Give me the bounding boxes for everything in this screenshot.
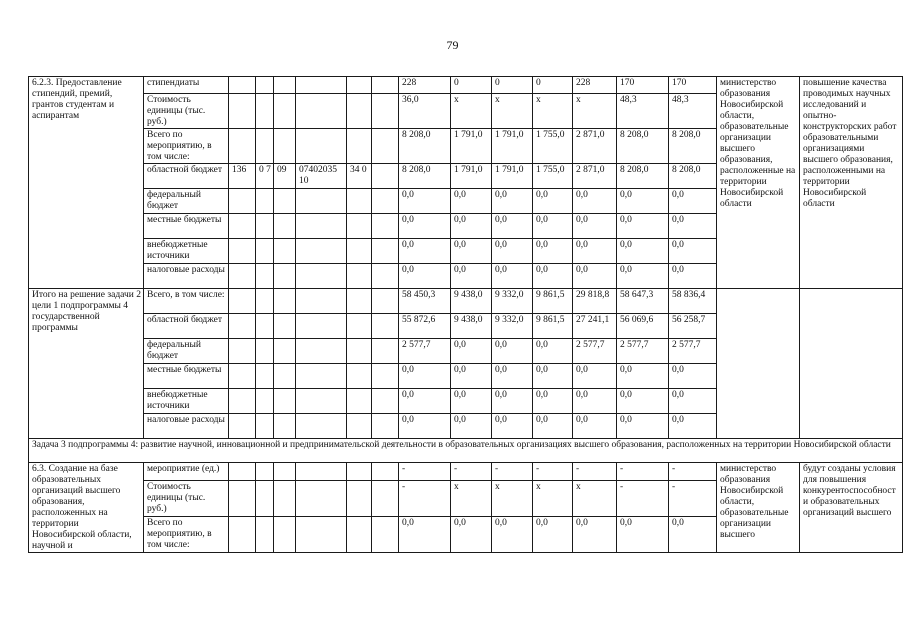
result-cell [800, 289, 903, 439]
empty-cell [347, 414, 372, 439]
value-cell: х [492, 480, 533, 516]
empty-cell [229, 314, 256, 339]
row-label: федеральный бюджет [144, 189, 229, 214]
code-cell [256, 264, 274, 289]
value-cell: 0,0 [533, 414, 573, 439]
value-cell: 0,0 [669, 239, 717, 264]
code-cell [274, 129, 296, 164]
value-cell: 228 [399, 77, 451, 94]
budget-table [28, 76, 903, 553]
table-row [29, 463, 903, 481]
code-cell [256, 77, 274, 94]
empty-cell [372, 480, 399, 516]
empty-cell [372, 189, 399, 214]
executor-cell: министерство образования Новосибирской области, образовательные организации высшего [717, 463, 800, 553]
value-cell: 0,0 [617, 189, 669, 214]
empty-cell [274, 289, 296, 314]
value-cell: 8 208,0 [399, 129, 451, 164]
empty-cell [372, 94, 399, 129]
value-cell: 2 577,7 [617, 339, 669, 364]
value-cell: 9 332,0 [492, 289, 533, 314]
value-cell: 0,0 [451, 414, 492, 439]
empty-cell [347, 289, 372, 314]
value-cell: 0,0 [669, 364, 717, 389]
empty-cell [372, 314, 399, 339]
value-cell: - [399, 463, 451, 481]
value-cell: - [399, 480, 451, 516]
executor-cell [717, 289, 800, 439]
empty-cell [274, 364, 296, 389]
value-cell: х [573, 94, 617, 129]
code-cell: 0 7 [256, 164, 274, 189]
empty-cell [347, 389, 372, 414]
value-cell: 0,0 [492, 389, 533, 414]
task-heading: Задача 3 подпрограммы 4: развитие научной, инновационной и предпринимательской деятельности в образовательных организациях высшего образования, расположенных на территории Новосибирской области [29, 439, 903, 463]
code-cell [296, 77, 347, 94]
value-cell: 0,0 [617, 516, 669, 552]
empty-cell [296, 516, 347, 552]
empty-cell [256, 463, 274, 481]
value-cell: 0,0 [492, 339, 533, 364]
value-cell: 1 791,0 [492, 164, 533, 189]
value-cell: 58 836,4 [669, 289, 717, 314]
value-cell: 0,0 [669, 189, 717, 214]
value-cell: 9 438,0 [451, 314, 492, 339]
value-cell: 48,3 [617, 94, 669, 129]
value-cell: 0,0 [533, 339, 573, 364]
value-cell: 0,0 [399, 264, 451, 289]
row-label: местные бюджеты [144, 214, 229, 239]
empty-cell [256, 389, 274, 414]
value-cell: 0,0 [492, 516, 533, 552]
value-cell: 0,0 [399, 389, 451, 414]
value-cell: 0,0 [492, 264, 533, 289]
code-cell [274, 77, 296, 94]
code-cell [296, 264, 347, 289]
row-label: Всего по мероприятию, в том числе: [144, 129, 229, 164]
empty-cell [229, 516, 256, 552]
empty-cell [274, 480, 296, 516]
value-cell: - [617, 463, 669, 481]
value-cell: 8 208,0 [399, 164, 451, 189]
code-cell [229, 264, 256, 289]
empty-cell [372, 516, 399, 552]
value-cell: 0,0 [573, 389, 617, 414]
value-cell: 0,0 [492, 214, 533, 239]
value-cell: 0,0 [617, 239, 669, 264]
value-cell: 0,0 [533, 239, 573, 264]
empty-cell [296, 389, 347, 414]
code-cell [229, 189, 256, 214]
row-label: Всего, в том числе: [144, 289, 229, 314]
value-cell: х [533, 480, 573, 516]
empty-cell [256, 516, 274, 552]
empty-cell [274, 389, 296, 414]
row-label: стипендиаты [144, 77, 229, 94]
value-cell: 58 647,3 [617, 289, 669, 314]
value-cell: - [669, 463, 717, 481]
value-cell: 55 872,6 [399, 314, 451, 339]
value-cell: 8 208,0 [617, 129, 669, 164]
code-cell [274, 189, 296, 214]
code-cell [296, 189, 347, 214]
value-cell: 1 755,0 [533, 164, 573, 189]
row-label: внебюджетные источники [144, 389, 229, 414]
empty-cell [256, 289, 274, 314]
empty-cell [372, 77, 399, 94]
value-cell: х [573, 480, 617, 516]
value-cell: 0,0 [399, 414, 451, 439]
value-cell: 170 [617, 77, 669, 94]
code-cell: 136 [229, 164, 256, 189]
empty-cell [256, 314, 274, 339]
value-cell: 0,0 [492, 239, 533, 264]
value-cell: 0,0 [573, 189, 617, 214]
empty-cell [296, 314, 347, 339]
value-cell: 2 871,0 [573, 164, 617, 189]
empty-cell [296, 339, 347, 364]
empty-cell [372, 239, 399, 264]
empty-cell [372, 339, 399, 364]
value-cell: х [451, 480, 492, 516]
executor-cell: министерство образования Новосибирской области, образовательные организации высшего образования, расположенные на территории Новосибирской области [717, 77, 800, 289]
code-cell [256, 239, 274, 264]
value-cell: 170 [669, 77, 717, 94]
empty-cell [229, 480, 256, 516]
activity-cell: Итого на решение задачи 2 цели 1 подпрограммы 4 государственной программы [29, 289, 144, 439]
value-cell: 0,0 [617, 389, 669, 414]
value-cell: 0,0 [669, 414, 717, 439]
empty-cell [256, 339, 274, 364]
empty-cell [296, 463, 347, 481]
empty-cell [274, 414, 296, 439]
empty-cell [372, 463, 399, 481]
value-cell: 0,0 [573, 414, 617, 439]
empty-cell [229, 389, 256, 414]
row-label: налоговые расходы [144, 264, 229, 289]
empty-cell [372, 129, 399, 164]
empty-cell [256, 364, 274, 389]
value-cell: 0,0 [573, 364, 617, 389]
code-cell: 09 [274, 164, 296, 189]
value-cell: 0,0 [451, 389, 492, 414]
value-cell: 0,0 [669, 516, 717, 552]
empty-cell [274, 339, 296, 364]
value-cell: 0,0 [399, 214, 451, 239]
value-cell: 0,0 [399, 189, 451, 214]
activity-cell: 6.2.3. Предоставление стипендий, премий, грантов студентам и аспирантам [29, 77, 144, 289]
empty-cell [229, 463, 256, 481]
value-cell: 2 577,7 [399, 339, 451, 364]
value-cell: 0,0 [451, 364, 492, 389]
code-cell [256, 129, 274, 164]
code-cell [274, 94, 296, 129]
row-label: федеральный бюджет [144, 339, 229, 364]
code-cell [256, 189, 274, 214]
value-cell: 0,0 [669, 264, 717, 289]
value-cell: 0,0 [617, 414, 669, 439]
value-cell: 0,0 [399, 516, 451, 552]
empty-cell [372, 364, 399, 389]
task-heading-row [29, 439, 903, 463]
value-cell: 0,0 [492, 414, 533, 439]
empty-cell [229, 364, 256, 389]
value-cell: 2 871,0 [573, 129, 617, 164]
empty-cell [372, 414, 399, 439]
row-label: Стоимость единицы (тыс. руб.) [144, 94, 229, 129]
value-cell: 0,0 [573, 214, 617, 239]
value-cell: 0,0 [451, 189, 492, 214]
code-cell [229, 239, 256, 264]
empty-cell [347, 516, 372, 552]
value-cell: 0 [492, 77, 533, 94]
table-row [29, 77, 903, 94]
value-cell: 0,0 [399, 364, 451, 389]
code-cell [347, 129, 372, 164]
value-cell: 9 861,5 [533, 314, 573, 339]
code-cell [347, 77, 372, 94]
empty-cell [372, 264, 399, 289]
empty-cell [347, 364, 372, 389]
row-label: мероприятие (ед.) [144, 463, 229, 481]
value-cell: 1 791,0 [492, 129, 533, 164]
value-cell: 0,0 [533, 214, 573, 239]
code-cell [256, 214, 274, 239]
value-cell: 0,0 [617, 264, 669, 289]
value-cell: 29 818,8 [573, 289, 617, 314]
code-cell [274, 264, 296, 289]
value-cell: 0,0 [533, 264, 573, 289]
empty-cell [347, 480, 372, 516]
value-cell: 0,0 [533, 516, 573, 552]
activity-cell: 6.3. Создание на базе образовательных организаций высшего образования, расположенных на территории Новосибирской области, научной и [29, 463, 144, 553]
code-cell [296, 94, 347, 129]
value-cell: - [617, 480, 669, 516]
code-cell [229, 129, 256, 164]
empty-cell [274, 314, 296, 339]
value-cell: 0,0 [617, 364, 669, 389]
value-cell: 0,0 [533, 189, 573, 214]
empty-cell [372, 214, 399, 239]
empty-cell [372, 289, 399, 314]
row-label: местные бюджеты [144, 364, 229, 389]
value-cell: 1 791,0 [451, 164, 492, 189]
empty-cell [229, 414, 256, 439]
code-cell [229, 77, 256, 94]
code-cell [347, 189, 372, 214]
empty-cell [347, 463, 372, 481]
value-cell: 0,0 [451, 516, 492, 552]
row-label: Стоимость единицы (тыс. руб.) [144, 480, 229, 516]
empty-cell [347, 339, 372, 364]
value-cell: 9 438,0 [451, 289, 492, 314]
code-cell: 34 0 [347, 164, 372, 189]
code-cell [347, 239, 372, 264]
value-cell: 0,0 [573, 239, 617, 264]
code-cell [347, 264, 372, 289]
value-cell: 0,0 [669, 214, 717, 239]
value-cell: 58 450,3 [399, 289, 451, 314]
value-cell: 0,0 [573, 516, 617, 552]
value-cell: 27 241,1 [573, 314, 617, 339]
value-cell: 8 208,0 [669, 164, 717, 189]
result-cell: повышение качества проводимых научных исследований и опытно-конструкторских работ образовательными организациями высшего образования, расположенными на территории Новосибирской области [800, 77, 903, 289]
value-cell: 0,0 [533, 364, 573, 389]
empty-cell [256, 414, 274, 439]
value-cell: 36,0 [399, 94, 451, 129]
value-cell: 8 208,0 [617, 164, 669, 189]
empty-cell [372, 389, 399, 414]
value-cell: 9 861,5 [533, 289, 573, 314]
code-cell [347, 94, 372, 129]
value-cell: 9 332,0 [492, 314, 533, 339]
empty-cell [274, 463, 296, 481]
code-cell [296, 239, 347, 264]
code-cell [229, 214, 256, 239]
value-cell: 56 258,7 [669, 314, 717, 339]
value-cell: 0,0 [533, 389, 573, 414]
value-cell: 0 [533, 77, 573, 94]
code-cell [256, 94, 274, 129]
value-cell: 0,0 [451, 264, 492, 289]
value-cell: 0,0 [617, 214, 669, 239]
value-cell: 228 [573, 77, 617, 94]
value-cell: 0,0 [451, 214, 492, 239]
value-cell: 56 069,6 [617, 314, 669, 339]
empty-cell [229, 339, 256, 364]
value-cell: 0,0 [492, 189, 533, 214]
empty-cell [229, 289, 256, 314]
value-cell: 0,0 [669, 389, 717, 414]
code-cell [296, 214, 347, 239]
row-label: налоговые расходы [144, 414, 229, 439]
row-label: областной бюджет [144, 164, 229, 189]
empty-cell [274, 516, 296, 552]
value-cell: - [669, 480, 717, 516]
code-cell [347, 214, 372, 239]
code-cell [296, 129, 347, 164]
value-cell: 1 791,0 [451, 129, 492, 164]
empty-cell [296, 480, 347, 516]
code-cell [274, 214, 296, 239]
row-label: областной бюджет [144, 314, 229, 339]
result-cell: будут созданы условия для повышения конкурентоспособности образовательных организаций высшего [800, 463, 903, 553]
value-cell: 1 755,0 [533, 129, 573, 164]
row-label: внебюджетные источники [144, 239, 229, 264]
empty-cell [296, 364, 347, 389]
value-cell: х [492, 94, 533, 129]
value-cell: - [533, 463, 573, 481]
value-cell: 0,0 [399, 239, 451, 264]
value-cell: - [451, 463, 492, 481]
table-row [29, 289, 903, 314]
empty-cell [347, 314, 372, 339]
empty-cell [372, 164, 399, 189]
code-cell [229, 94, 256, 129]
value-cell: 2 577,7 [669, 339, 717, 364]
value-cell: - [492, 463, 533, 481]
code-cell: 07402035 10 [296, 164, 347, 189]
value-cell: - [573, 463, 617, 481]
page-number: 79 [446, 38, 459, 52]
empty-cell [296, 289, 347, 314]
empty-cell [256, 480, 274, 516]
value-cell: х [451, 94, 492, 129]
empty-cell [296, 414, 347, 439]
value-cell: х [533, 94, 573, 129]
value-cell: 0,0 [451, 239, 492, 264]
code-cell [274, 239, 296, 264]
value-cell: 0,0 [492, 364, 533, 389]
value-cell: 8 208,0 [669, 129, 717, 164]
value-cell: 48,3 [669, 94, 717, 129]
value-cell: 0,0 [573, 264, 617, 289]
value-cell: 0,0 [451, 339, 492, 364]
value-cell: 0 [451, 77, 492, 94]
row-label: Всего по мероприятию, в том числе: [144, 516, 229, 552]
value-cell: 2 577,7 [573, 339, 617, 364]
